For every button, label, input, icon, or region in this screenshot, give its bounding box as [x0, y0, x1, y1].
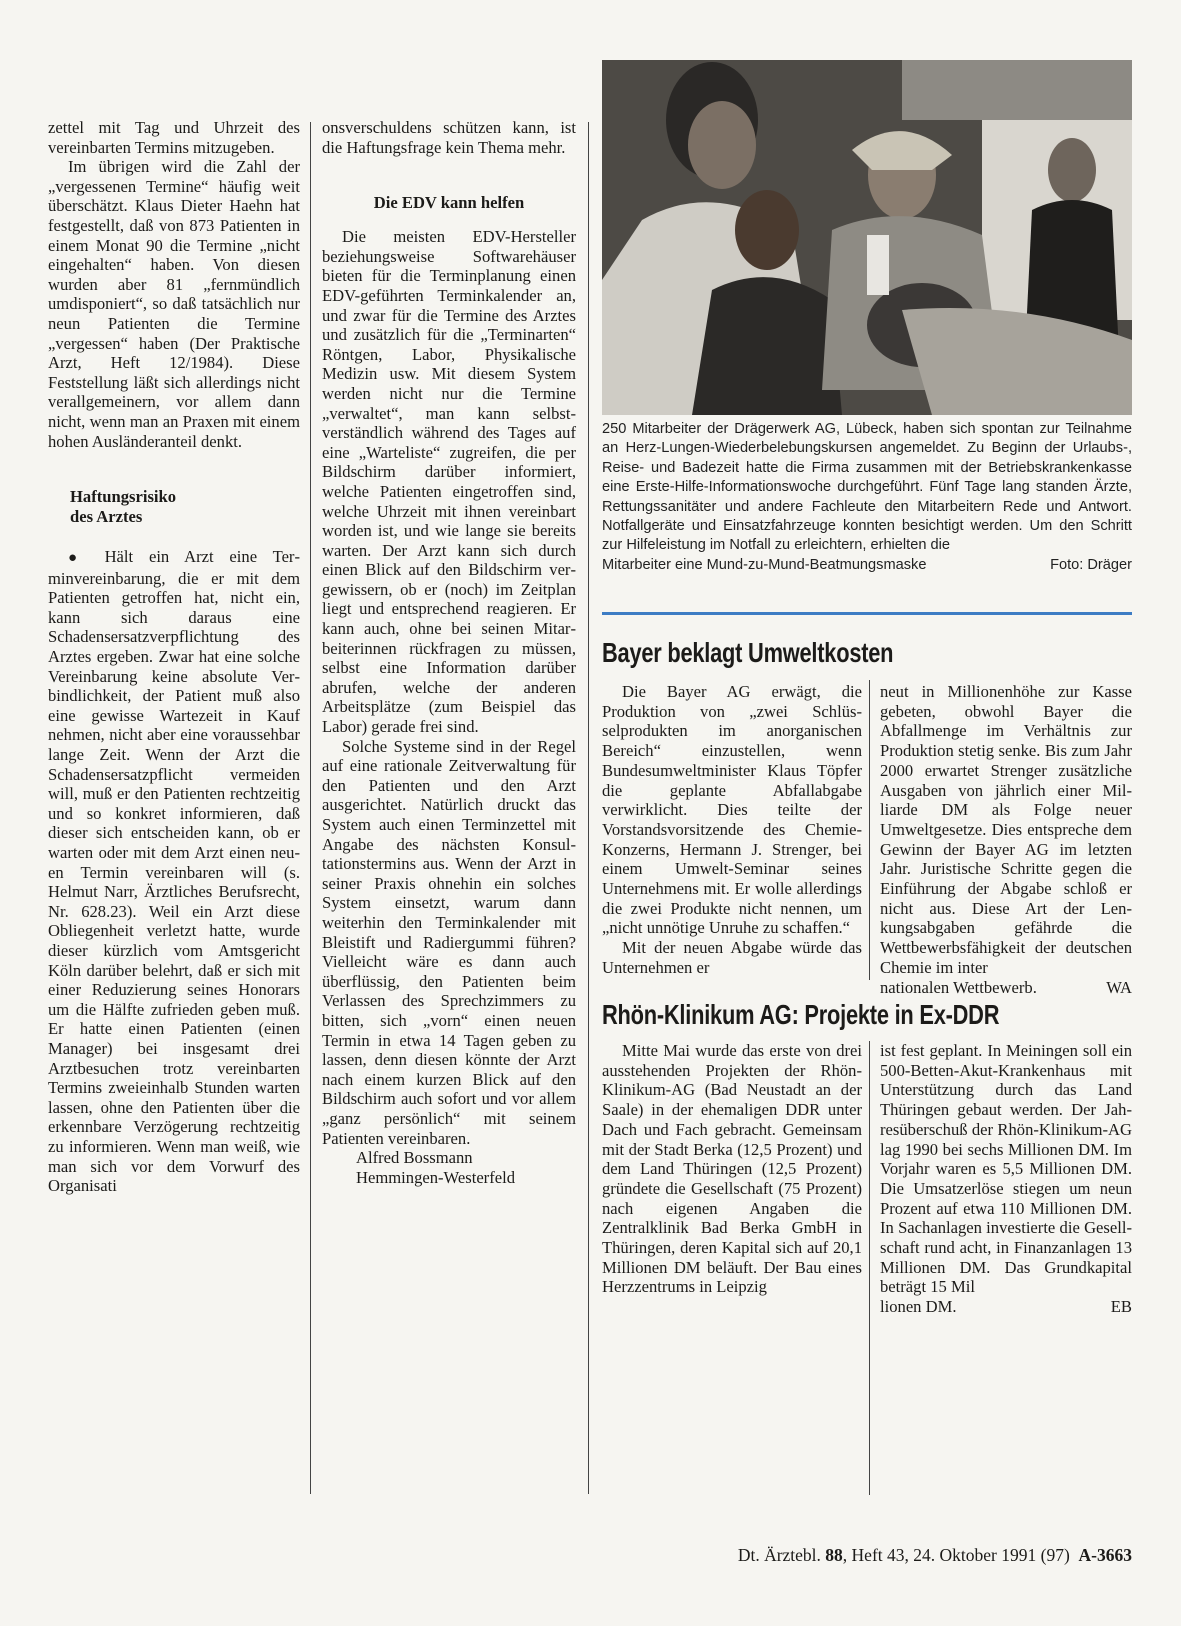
author-initials: WA: [1106, 977, 1132, 997]
text-column-2: [322, 118, 576, 1187]
paragraph: Mitte Mai wurde das erste von drei ausstehenden Projekten der Rhön-Klinikum-AG (Bad Neustadt an der Saale) in der ehemaligen DDR unter Dach und Fach gebracht. Gemeinsam mit der Stadt Berka (12,5 Prozent) und dem Land Thüringen (12,5 Prozent) gründete die Gesellschaft (75 Prozent) nach eigenen Angaben die Zentralklinik Bad Berka GmbH in Thüringen, deren Kapital sich auf 20,1 Millionen DM beläuft. Der Bau eines Herzzentrums in Leipzig: [602, 1041, 862, 1297]
article-headline: Rhön-Klinikum AG: Projekte in Ex-DDR: [602, 999, 1000, 1030]
article-headline: Bayer beklagt Umweltkosten: [602, 637, 894, 668]
news-photo: [602, 60, 1132, 415]
author-initials: EB: [1110, 1297, 1132, 1317]
subheading-line: des Arztes: [70, 507, 143, 527]
paragraph: zettel mit Tag und Uhrzeit des vereinbarten Termins mitzugeben.: [48, 118, 300, 157]
paragraph-end: nationalen Wettbewerb.: [880, 977, 1037, 997]
subheading-line: Haftungsrisiko: [70, 487, 177, 507]
journal-volume: 88: [825, 1545, 843, 1565]
paragraph: onsverschuldens schützen kann, ist die Haftungsfrage kein Thema mehr.: [322, 118, 576, 157]
paragraph: Die meisten EDV-Hersteller beziehungsweise Softwarehäuser bieten für die Terminplanung einen EDV-geführten Terminkalender an, und zwar für die Termine des Arztes und zusätzlich für die „Terminarten“ Röntgen, Labor, Physikalische Medizin usw. Mit diesem System werden nicht nur die Termine „verwaltet“, man kann selbstverständlich während des Tages auf eine „Warteliste“ zugreifen, die per Bildschirm darüber informiert, welche Patienten eingetroffen sind, welche Uhrzeit mit ihnen vereinbart worden ist, und wie lange sie bereits warten. Der Arzt kann sich durch einen Blick auf den Bildschirm vergewissern, ob er (noch) im Zeitplan liegt und entsprechend reagieren. Er kann auch, ohne bei seinen Mitarbeiterinnen rückfragen zu müssen, selbst eine Information darüber abrufen, welche der anderen Arbeitsplätze (zum Beispiel das Labor) gerade frei sind.: [322, 227, 576, 737]
page-footer: [610, 1545, 1132, 1566]
author-name: Alfred Bossmann: [356, 1148, 473, 1168]
text-column-1: [48, 118, 300, 1196]
bullet-icon: ●: [68, 550, 89, 567]
subheading: Die EDV kann helfen: [373, 193, 525, 213]
paragraph: Mit der neuen Abgabe würde das Unternehmen er: [602, 938, 862, 977]
article-column: [880, 682, 1132, 997]
article-column: [880, 1041, 1132, 1317]
paragraph: Die Bayer AG erwägt, die Produktion von „zwei Schlüsselprodukten im anorganischen Bereich“ einzustellen, wenn Bundesumweltminister Klaus Töpfer die geplante Abfallabgabe verwirklicht. Dies teilte der Vorstandsvorsitzende des Chemie-Konzerns, Hermann J. Strenger, bei einem Umwelt-Seminar seines Unternehmens mit. Er wolle allerdings die zwei Produkte nicht nennen, um „nicht unnötige Unruhe zu schaffen.“: [602, 682, 862, 938]
photo-credit: Foto: Dräger: [1050, 556, 1132, 573]
caption-last-line: Mitarbeiter eine Mund-zu-Mund-Beatmungsmaske: [602, 556, 927, 573]
caption-text: 250 Mitarbeiter der Drägerwerk AG, Lübeck, haben sich spontan zur Teilnahme an Herz-Lungen-Wiederbelebungskursen angemeldet. Zu Beginn der Urlaubs-, Reise- und Badezeit hatte die Firma zusammen mit der Betriebskrankenkasse eine Erste-Hilfe-Informationswoche durchgeführt. Fünf Tage lang standen Ärzte, Rettungssanitäter und andere Fachleute den Mitarbeitern Rede und Antwort. Notfallgeräte und Einsatzfahrzeuge konnten besichtigt werden. Um den Schritt zur Hilfeleistung im Notfall zu erleichtern, erhielten die: [602, 421, 1132, 554]
column-divider: [869, 680, 870, 980]
issue-date: , Heft 43, 24. Oktober 1991 (97): [842, 1545, 1070, 1565]
article-column: [602, 682, 862, 978]
page-number: A-3663: [1078, 1545, 1132, 1565]
article-column: [602, 1041, 862, 1297]
column-divider: [588, 122, 589, 1494]
paragraph: Im übrigen wird die Zahl der „vergessenen Termine“ häufig weit überschätzt. Klaus Dieter Haehn hat festgestellt, daß von 873 Patienten in einem Monat 90 die Termine „nicht eingehalten“ haben. Von diesen wurden aber 81 „fernmündlich umdisponiert“, so daß tatsächlich nur neun Patienten die Termine „vergessen“ haben (Der Praktische Arzt, Heft 12/1984). Diese Feststellung läßt sich allerdings nicht verallgemeinern, vor allem dann nicht, wenn man an Praxen mit einem hohen Ausländeranteil denkt.: [48, 157, 300, 451]
paragraph-bulleted: ● Hält ein Arzt eine Terminvereinbarung, die er mit dem Patienten getroffen hat, nicht ein, kann sich daraus eine Schadensersatzverpflichtung des Arztes ergeben. Zwar hat eine solche Vereinbarung keine absolute Verbindlichkeit, der Patient muß also eine gewisse Wartezeit in Kauf nehmen, nicht aber eine voraussehbar lange Zeit. Wenn der Arzt die Schadensersatzpflicht vermeiden will, muß er den Patienten rechtzeitig und so konkret informieren, daß dieser sich entscheiden kann, ob er warten oder mit dem Arzt einen neuen Termin vereinbaren will (s. Helmut Narr, Ärztliches Berufsrecht, Nr. 628.23). Weil ein Arzt diese Obliegenheit verletzt hatte, wurde dieser kürzlich vom Amtsgericht Köln darüber belehrt, daß er sich mit einer Reduzierung seines Honorars um die Hälfte zufrieden geben muß. Er hatte einen Patienten (einen Manager) bei insgesamt drei Arztbesuchen trotz vereinbarten Termins zweieinhalb Stunden warten lassen, ohne den Patienten über die erkennbare Verzögerung rechtzeitig zu informieren. Wenn man weiß, wie man sich vor dem Vorwurf des Organisati: [48, 547, 300, 1196]
section-divider: [602, 612, 1132, 615]
paragraph: Solche Systeme sind in der Regel auf eine rationale Zeitverwaltung für den Patienten und den Arzt ausgerichtet. Natürlich druckt das System auch einen Terminzettel mit Angabe des nächsten Konsultationstermins aus. Wenn der Arzt in seiner Praxis ohnehin ein solches System einsetzt, warum dann weiterhin den Terminkalender mit Bleistift und Radiergummi führen? Vielleicht wäre es dann auch überflüssig, den Patienten beim Verlassen des Sprechzimmers zu bitten, sich „vorn“ einen neuen Termin in etwa 14 Tagen geben zu lassen, denn diesen könnte der Arzt nach einem kurzen Blick auf den Bildschirm auch sofort und vor allem „ganz persönlich“ mit seinem Patienten vereinbaren.: [322, 736, 576, 1148]
journal-name: Dt. Ärztebl.: [737, 1545, 821, 1565]
author-place: Hemmingen-Westerfeld: [356, 1167, 516, 1187]
column-divider: [869, 1041, 870, 1495]
photo-caption: [602, 420, 1132, 575]
column-divider: [310, 122, 311, 1494]
paragraph: neut in Millionenhöhe zur Kasse gebeten, obwohl Bayer die Abfallmenge im Verhältnis zur Produktion stetig senke. Bis zum Jahr 2000 erwartet Strenger zusätzliche Ausgaben von jährlich einer Milliarde DM als Folge neuer Umweltgesetze. Dies entspreche dem Gewinn der Bayer AG im letzten Jahr. Juristische Schritte gegen die Einführung der Abgabe schloß er nicht aus. Diese Art der Lenkungsabgaben gefährde die Wettbewerbsfähigkeit der deutschen Chemie im inter: [880, 682, 1132, 977]
paragraph-end: lionen DM.: [880, 1297, 957, 1317]
paragraph: ist fest geplant. In Meiningen soll ein 500-Betten-Akut-Krankenhaus mit Unterstützung durch das Land Thüringen gebaut werden. Der Jahresüberschuß der Rhön-Klinikum-AG lag 1990 bei sechs Millionen DM. Im Vorjahr waren es 5,5 Millionen DM. Die Umsatzerlöse stiegen um neun Prozent auf etwa 110 Millionen DM. In Sachanlagen investierte die Gesellschaft rund acht, in Finanzanlagen 13 Millionen DM. Das Grundkapital beträgt 15 Mil: [880, 1041, 1132, 1297]
photo-illustration: [602, 60, 1132, 415]
